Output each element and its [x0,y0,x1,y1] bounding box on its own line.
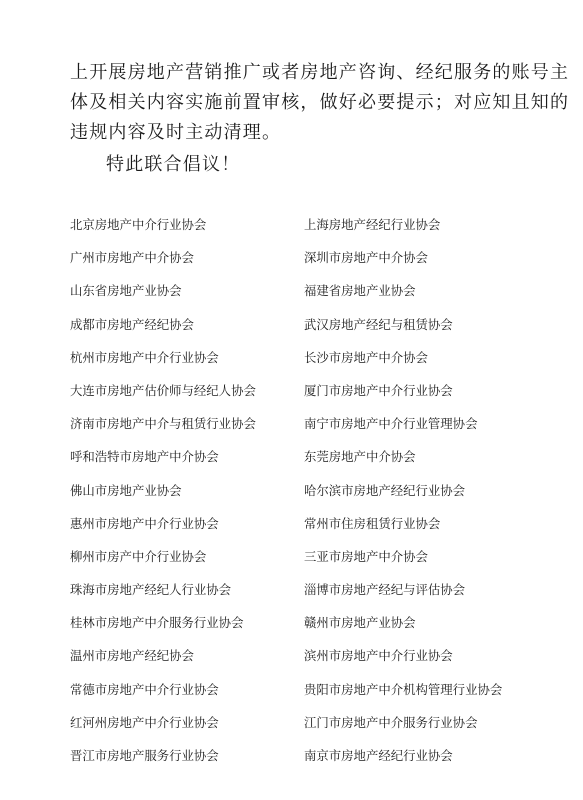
organization-list [70,215,550,779]
organization-name: 呼和浩特市房地产中介协会 [70,449,219,465]
paragraph-line: 体及相关内容实施前置审核，做好必要提示；对应知且知的 [70,92,570,113]
organization-name: 南宁市房地产中介行业管理协会 [304,416,478,432]
organization-name: 武汉房地产经纪与租赁协会 [304,316,453,332]
organization-name: 哈尔滨市房地产经纪行业协会 [304,482,466,498]
organization-name: 福建省房地产业协会 [304,283,416,299]
organization-name: 淄博市房地产经纪与评估协会 [304,582,466,598]
organization-name: 南京市房地产经纪行业协会 [304,748,453,763]
organization-name: 滨州市房地产中介行业协会 [304,648,453,664]
paragraph-line: 上开展房地产营销推广或者房地产咨询、经纪服务的账号主 [70,62,570,83]
closing-line: 特此联合倡议！ [106,154,241,175]
organization-name: 常德市房地产中介行业协会 [70,681,219,697]
organization-name: 贵阳市房地产中介机构管理行业协会 [304,681,503,697]
organization-name: 厦门市房地产中介行业协会 [304,382,453,398]
organization-name: 上海房地产经纪行业协会 [304,217,441,232]
organization-name: 杭州市房地产中介行业协会 [70,349,219,365]
organization-name: 佛山市房地产业协会 [70,482,182,498]
organization-name: 济南市房地产中介与租赁行业协会 [70,416,256,432]
organization-name: 柳州市房产中介行业协会 [70,548,207,564]
organization-name: 珠海市房地产经纪人行业协会 [70,582,232,598]
organization-name: 大连市房地产估价师与经纪人协会 [70,382,256,398]
organization-name: 晋江市房地产服务行业协会 [70,748,219,763]
organization-name: 成都市房地产经纪协会 [70,316,194,332]
organization-name: 常州市住房租赁行业协会 [304,515,441,531]
organization-name: 江门市房地产中介服务行业协会 [304,714,478,730]
organization-name: 广州市房地产中介协会 [70,250,194,266]
organization-name: 北京房地产中介行业协会 [70,217,207,232]
organization-name: 三亚市房地产中介协会 [304,548,428,564]
organization-name: 惠州市房地产中介行业协会 [70,515,219,531]
organization-name: 深圳市房地产中介协会 [304,250,428,266]
organization-name: 山东省房地产业协会 [70,283,182,299]
organization-name: 红河州房地产中介行业协会 [70,714,219,730]
body-paragraph [70,58,570,148]
organization-name: 赣州市房地产业协会 [304,615,416,631]
paragraph-line: 违规内容及时主动清理。 [70,122,282,143]
organization-name: 温州市房地产经纪协会 [70,648,194,664]
organization-name: 东莞房地产中介协会 [304,449,416,465]
organization-name: 桂林市房地产中介服务行业协会 [70,615,244,631]
organization-name: 长沙市房地产中介协会 [304,349,428,365]
